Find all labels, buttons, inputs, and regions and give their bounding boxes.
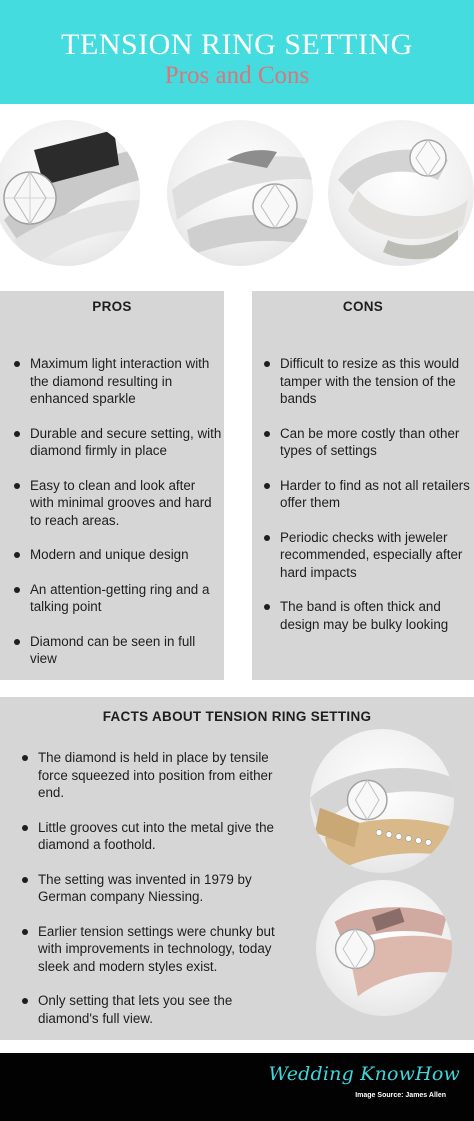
pros-list xyxy=(12,355,222,685)
cons-title: CONS xyxy=(342,299,384,314)
list-item: Can be more costly than other types of settings xyxy=(262,425,472,460)
facts-panel xyxy=(0,697,474,1040)
pros-title: PROS xyxy=(92,299,132,314)
tension-ring-photo-5-icon xyxy=(316,880,452,1016)
list-item: Earlier tension settings were chunky but with improvements in technology, today sleek and modern styles exist. xyxy=(20,923,290,976)
header-banner xyxy=(0,0,474,104)
list-item: Modern and unique design xyxy=(12,546,222,564)
cons-panel xyxy=(252,291,474,680)
ring-photo-row xyxy=(0,118,474,268)
list-item: Diamond can be seen in full view xyxy=(12,633,222,668)
tension-ring-photo-3-icon xyxy=(328,120,474,266)
list-item: Durable and secure setting, with diamond firmly in place xyxy=(12,425,222,460)
footer-bar xyxy=(0,1053,474,1121)
list-item: Maximum light interaction with the diamond resulting in enhanced sparkle xyxy=(12,355,222,408)
facts-title: FACTS ABOUT TENSION RING SETTING xyxy=(102,709,372,724)
tension-ring-photo-2-icon xyxy=(167,120,313,266)
list-item: The diamond is held in place by tensile force squeezed into position from either end. xyxy=(20,749,290,802)
list-item: The setting was invented in 1979 by German company Niessing. xyxy=(20,871,290,906)
list-item: An attention-getting ring and a talking point xyxy=(12,581,222,616)
image-source-credit: Image Source: James Allen xyxy=(355,1092,446,1099)
list-item: Periodic checks with jeweler recommended, especially after hard impacts xyxy=(262,529,472,582)
list-item: Easy to clean and look after with minimal grooves and hard to reach areas. xyxy=(12,477,222,530)
list-item: Difficult to resize as this would tamper with the tension of the bands xyxy=(262,355,472,408)
page-title: TENSION RING SETTING xyxy=(61,28,413,61)
brand-logo: Wedding KnowHow xyxy=(268,1063,460,1085)
tension-ring-photo-4-icon xyxy=(310,729,454,873)
list-item: Only setting that lets you see the diamond's full view. xyxy=(20,992,290,1027)
cons-list xyxy=(262,355,472,650)
list-item: Harder to find as not all retailers offer them xyxy=(262,477,472,512)
pros-panel xyxy=(0,291,224,680)
tension-ring-photo-1-icon xyxy=(0,120,140,266)
facts-list xyxy=(20,749,290,1044)
list-item: Little grooves cut into the metal give the diamond a foothold. xyxy=(20,819,290,854)
list-item: The band is often thick and design may be bulky looking xyxy=(262,598,472,633)
page-subtitle: Pros and Cons xyxy=(164,62,310,89)
